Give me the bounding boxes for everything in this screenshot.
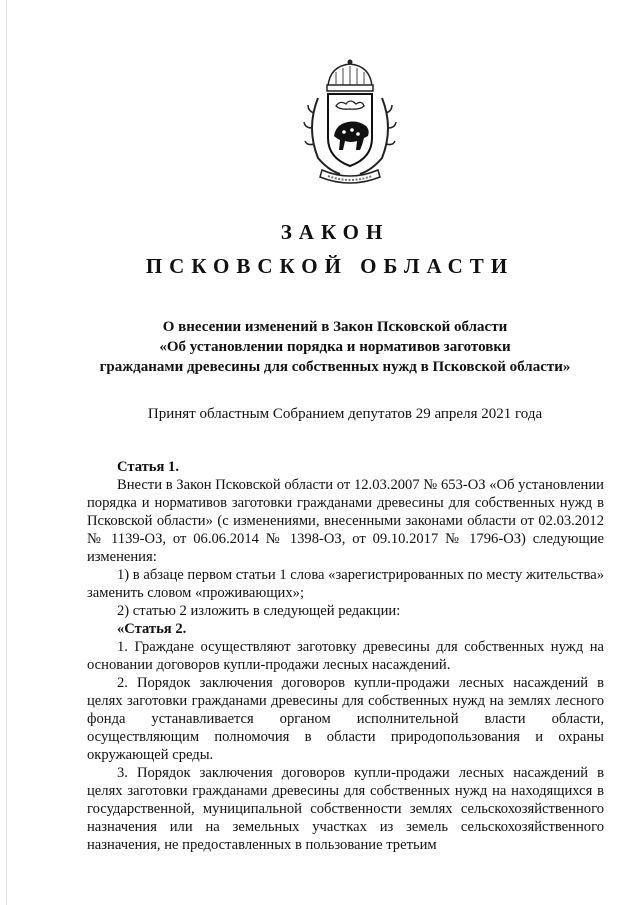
subject-line-2: «Об установлении порядка и нормативов заготовки [159, 339, 511, 355]
document-region-title: ПСКОВСКОЙ ОБЛАСТИ [145, 254, 515, 278]
subject-line-3: гражданами древесины для собственных нужд в Псковской области» [99, 359, 571, 375]
article-2-point-3: 3. Порядок заключения договоров купли-продажи лесных насаждений в целях заготовки гражданами древесины для собственных нужд на находящихся в государственной, муниципальной собственности землях сельскохозяйственного назначения или на земельных участках из земель сельскохозяйственного назначения, не предоставленных в пользование третьим [87, 765, 604, 853]
subject-line-1: О внесении изменений в Закон Псковской области [162, 319, 508, 335]
document-title: ЗАКОН [280, 220, 390, 244]
coat-of-arms-emblem [300, 58, 400, 186]
adoption-note: Принят областным Собранием депутатов 29 апреля 2021 года [147, 406, 543, 422]
article-2-point-1: 1. Граждане осуществляют заготовку древесины для собственных нужд на основании договоров купли-продажи лесных насаждений. [87, 639, 604, 673]
amendment-item-1: 1) в абзаце первом статьи 1 слова «зарегистрированных по месту жительства» заменить словом «проживающих»; [87, 567, 604, 601]
article-2-heading: «Статья 2. [117, 621, 187, 637]
article-1-paragraph: Внести в Закон Псковской области от 12.03.2007 № 653-ОЗ «Об установлении порядка и нормативов заготовки гражданами древесины для собственных нужд в Псковской области» (с изменениями, внесенными законами области от 02.03.2012 № 1139-ОЗ, от 06.06.2014 № 1398-ОЗ, от 09.10.2017 № 1796-ОЗ) следующие изменения: [87, 477, 604, 565]
amendment-item-2: 2) статью 2 изложить в следующей редакции: [117, 603, 401, 619]
law-subject [80, 317, 590, 377]
document-body [87, 458, 604, 854]
article-2-point-2: 2. Порядок заключения договоров купли-продажи лесных насаждений в целях заготовки гражданами древесины для собственных нужд на землях лесного фонда устанавливается органом исполнительной власти области, осуществляющим полномочия в области природопользования и охраны окружающей среды. [87, 675, 604, 763]
article-1-heading: Статья 1. [117, 459, 179, 475]
page-edge [6, 0, 7, 905]
